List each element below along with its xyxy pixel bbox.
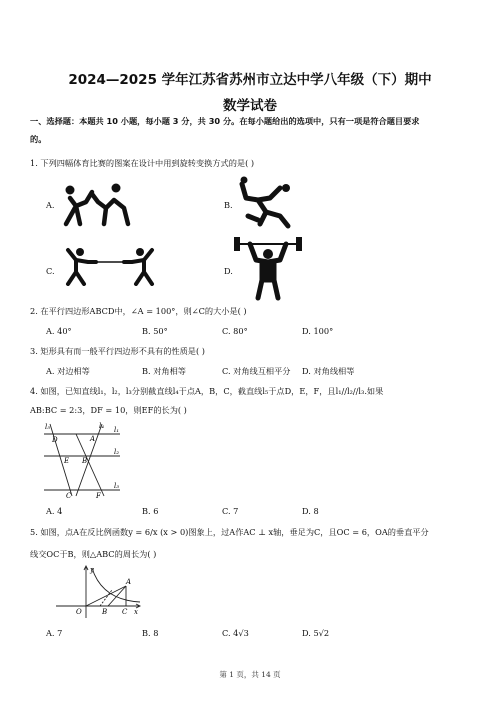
label-y: y: [90, 566, 94, 574]
judo-pictogram-icon: [236, 176, 296, 232]
q4-option-d: D. 8: [302, 506, 319, 516]
label-d: D: [52, 436, 58, 444]
q1-label-b: B.: [224, 200, 233, 210]
q2-option-a: A. 40°: [46, 326, 72, 336]
label-a: A: [90, 435, 96, 443]
parallel-lines-figure: [36, 420, 126, 498]
q3-option-d: D. 对角线相等: [302, 366, 355, 376]
label-e: E: [64, 457, 70, 465]
q1-label-a: A.: [46, 200, 55, 210]
q1-label-d: D.: [224, 266, 233, 276]
q4-option-a: A. 4: [46, 506, 63, 516]
label-l2: l₂: [114, 448, 120, 456]
q5-option-d: D. 5√2: [302, 628, 330, 638]
label-f: F: [96, 492, 101, 498]
question-4-stem-cont: AB:BC = 2:3，DF = 10，则EF的长为( ): [30, 405, 187, 415]
q5-option-c: C. 4√3: [222, 628, 249, 638]
label-c: C: [122, 608, 128, 616]
q4-option-b: B. 6: [142, 506, 159, 516]
label-l1: l₁: [114, 426, 120, 434]
q5-option-b: B. 8: [142, 628, 159, 638]
label-l5: l₅: [45, 423, 51, 431]
label-b: B: [82, 457, 88, 465]
fencing-pictogram-icon: [62, 240, 158, 286]
label-l3: l₃: [114, 482, 120, 490]
question-4-stem: 4. 如图，已知直线l₁，l₂，l₃分别截直线l₄于点A，B，C，截直线l₅于点D，E，F，且l₁//l₂//l₃.如果: [30, 386, 384, 396]
wrestling-pictogram-icon: [58, 178, 140, 228]
label-c: C: [66, 492, 72, 498]
q2-option-c: C. 80°: [222, 326, 248, 336]
q4-option-c: C. 7: [222, 506, 239, 516]
exam-subtitle: 数学试卷: [223, 98, 277, 114]
label-l4: l₄: [99, 422, 105, 430]
q2-option-d: D. 100°: [302, 326, 334, 336]
q1-label-c: C.: [46, 266, 55, 276]
page-footer: 第 1 页，共 14 页: [219, 670, 281, 679]
question-1-stem: 1. 下列四幅体育比赛的图案在设计中用到旋转变换方式的是( ): [30, 158, 255, 168]
inverse-function-figure: [50, 562, 146, 620]
q2-option-b: B. 50°: [142, 326, 168, 336]
label-o: O: [76, 608, 82, 616]
question-3-stem: 3. 矩形具有而一般平行四边形不具有的性质是( ): [30, 346, 205, 356]
question-5-stem-cont: 线交OC于B，则△ABC的周长为( ): [30, 549, 157, 559]
q5-option-a: A. 7: [46, 628, 63, 638]
q3-option-b: B. 对角相等: [142, 366, 186, 376]
label-b: B: [102, 608, 108, 616]
weightlifting-pictogram-icon: [232, 234, 304, 302]
question-2-stem: 2. 在平行四边形ABCD中，∠A = 100°，则∠C的大小是( ): [30, 306, 247, 316]
label-x: x: [134, 608, 138, 616]
section-heading-cont: 的。: [30, 134, 47, 144]
section-heading: 一、选择题：本题共 10 小题，每小题 3 分，共 30 分。在每小题给出的选项中，只有一项是符合题目要求: [30, 116, 420, 126]
exam-title: 2024—2025 学年江苏省苏州市立达中学八年级（下）期中: [68, 72, 432, 88]
question-5-stem: 5. 如图，点A在反比例函数y = 6/x (x > 0)图象上，过A作AC ⊥ x轴，垂足为C，且OC = 6，OA的垂直平分: [30, 527, 429, 537]
q3-option-a: A. 对边相等: [46, 366, 90, 376]
label-a: A: [126, 578, 132, 586]
q3-option-c: C. 对角线互相平分: [222, 366, 291, 376]
